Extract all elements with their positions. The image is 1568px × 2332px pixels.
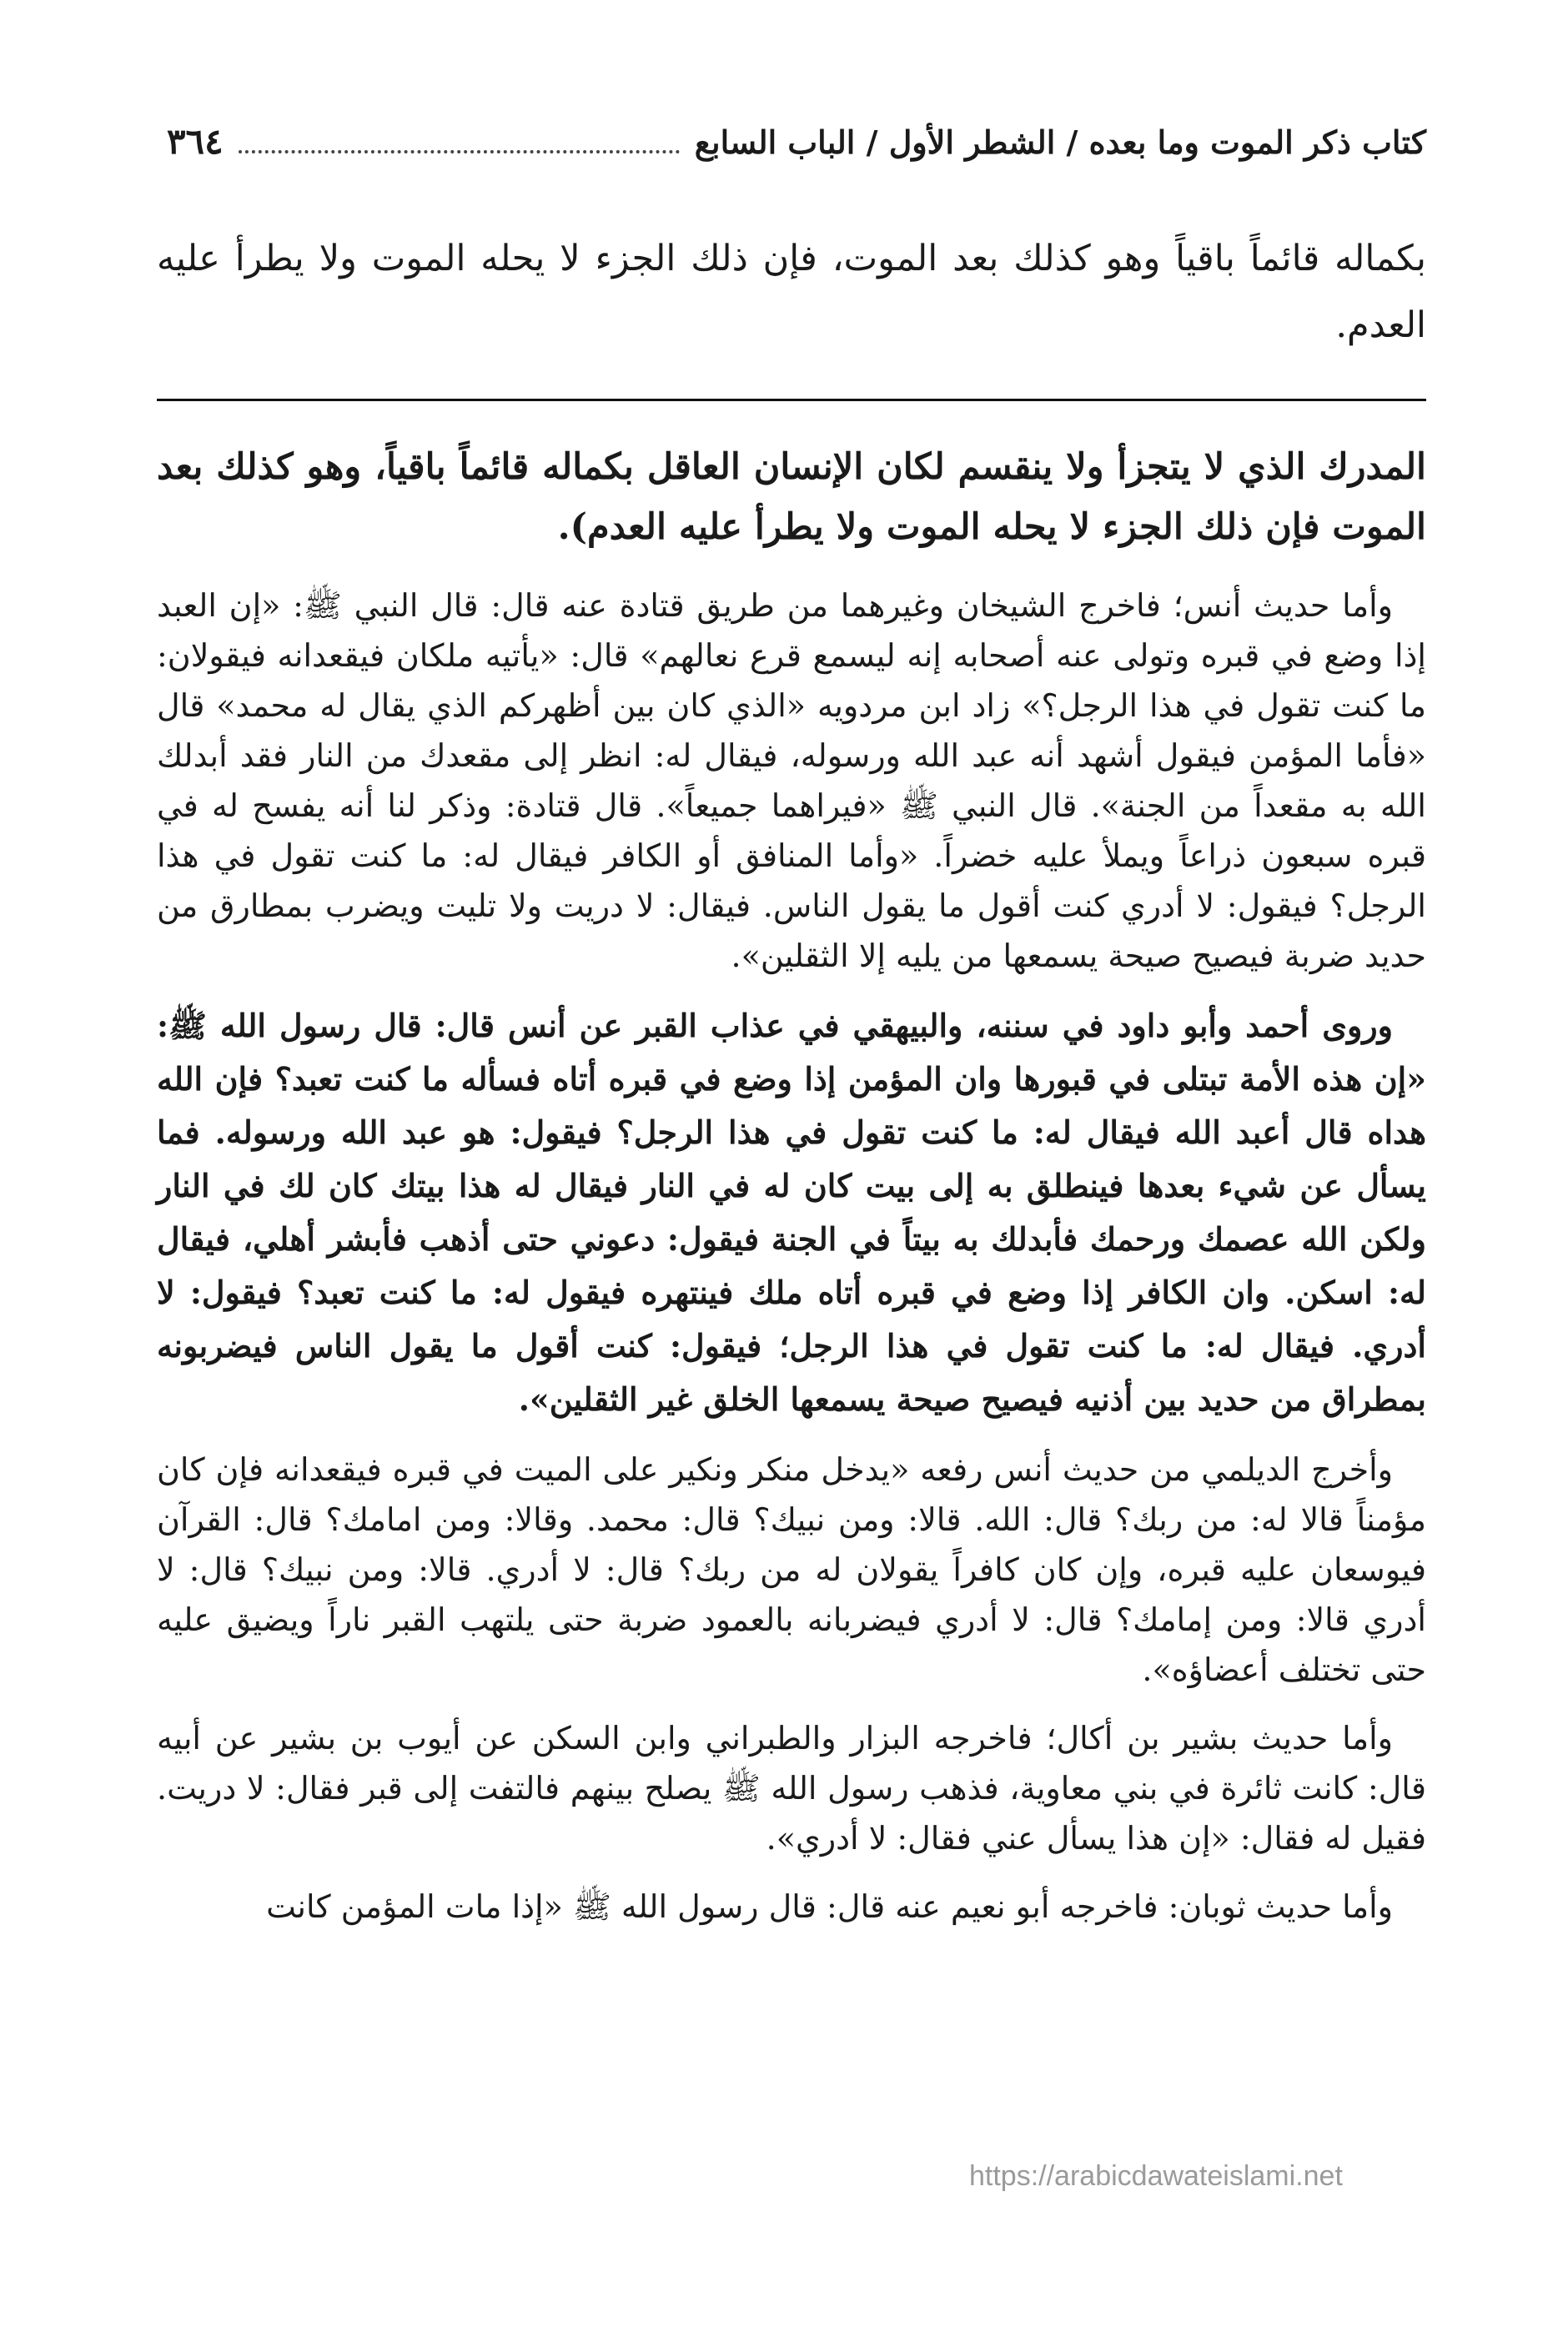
paragraph-ahmad-abu-dawud: وروى أحمد وأبو داود في سننه، والبيهقي في عذاب القبر عن أنس قال: قال رسول الله ﷺ: «إن هذه الأمة تبتلى في قبورها وان المؤمن إذا وضع في قبره أتاه فسأله ما كنت تعبد؟ فإن الله هداه قال أعبد الله فيقال له: ما كنت تقول في هذا الرجل؟ فيقول: هو عبد الله ورسوله. فما يسأل عن شيء بعدها فينطلق به إلى بيت كان له في النار فيقال له هذا بيتك كان لك في النار ولكن الله عصمك ورحمك فأبدلك به بيتاً في الجنة فيقول: دعوني حتى أذهب فأبشر أهلي، فيقال له: اسكن. وان الكافر إذا وضع في قبره أتاه ملك فينتهره فيقول له: ما كنت تعبد؟ فيقول: لا أدري. فيقال له: ما كنت تقول في هذا الرجل؛ فيقول: كنت أقول ما يقول الناس فيضربونه بمطراق من حديد بين أذنيه فيصيح صيحة يسمعها الخلق غير الثقلين». <box>157 1007 1426 1418</box>
book-page <box>157 117 1426 1950</box>
page-header <box>157 117 1426 175</box>
paragraph-thawban: وأما حديث ثوبان: فاخرجه أبو نعيم عنه قال: قال رسول الله ﷺ «إذا مات المؤمن كانت <box>266 1888 1393 1925</box>
paragraph-bashir: وأما حديث بشير بن أكال؛ فاخرجه البزار والطبراني وابن السكن عن أيوب بن بشير عن أبيه قال: كانت ثائرة في بني معاوية، فذهب رسول الله ﷺ يصلح بينهم فالتفت إلى قبر فقال: لا دريت. فقيل له فقال: «إن هذا يسأل عني فقال: لا أدري». <box>157 1720 1426 1857</box>
running-title: كتاب ذكر الموت وما بعده / الشطر الأول / الباب السابع <box>694 123 1426 161</box>
dotted-leader <box>239 149 680 153</box>
paragraph-daylami: وأخرج الديلمي من حديث أنس رفعه «يدخل منكر ونكير على الميت في قبره فيقعدانه فإن كان مؤمناً قالا له: من ربك؟ قال: الله. قالا: ومن نبيك؟ قال: محمد. وقالا: ومن امامك؟ قال: القرآن فيوسعان عليه قبره، وإن كان كافراً يقولان له من ربك؟ قال: لا أدري. قالا: ومن نبيك؟ قال: لا أدري قالا: ومن إمامك؟ قال: لا أدري فيضربانه بالعمود ضربة حتى يلتهب القبر ناراً ويضيق عليه حتى تختلف أعضاؤه». <box>157 1451 1426 1688</box>
separator-rule <box>157 399 1426 401</box>
page-number: ٣٦٤ <box>167 121 224 162</box>
watermark-url: https://arabicdawateislami.net <box>969 2160 1343 2192</box>
main-text-bold: المدرك الذي لا يتجزأ ولا ينقسم لكان الإنسان العاقل بكماله قائماً باقياً، وهو كذلك بعد الموت فإن ذلك الجزء لا يحله الموت ولا يطرأ عليه العدم). <box>157 446 1426 548</box>
commentary-continuation: بكماله قائماً باقياً وهو كذلك بعد الموت، فإن ذلك الجزء لا يحله الموت ولا يطرأ عليه العدم. <box>157 238 1426 346</box>
paragraph-anas-hadith: وأما حديث أنس؛ فاخرج الشيخان وغيرهما من طريق قتادة عنه قال: قال النبي ﷺ: «إن العبد إذا وضع في قبره وتولى عنه أصحابه إنه ليسمع قرع نعالهم» قال: «يأتيه ملكان فيقعدانه فيقولان: ما كنت تقول في هذا الرجل؟» زاد ابن مردويه «الذي كان بين أظهركم الذي يقال له محمد» قال «فأما المؤمن فيقول أشهد أنه عبد الله ورسوله، فيقال له: انظر إلى مقعدك من النار فقد أبدلك الله به مقعداً من الجنة». قال النبي ﷺ «فيراهما جميعاً». قال قتادة: وذكر لنا أنه يفسح له في قبره سبعون ذراعاً ويملأ عليه خضراً. «وأما المنافق أو الكافر فيقال له: ما كنت تقول في هذا الرجل؟ فيقول: لا أدري كنت أقول ما يقول الناس. فيقال: لا دريت ولا تليت ويضرب بمطارق من حديد ضربة فيصيح صيحة يسمعها من يليه إلا الثقلين». <box>157 587 1426 974</box>
